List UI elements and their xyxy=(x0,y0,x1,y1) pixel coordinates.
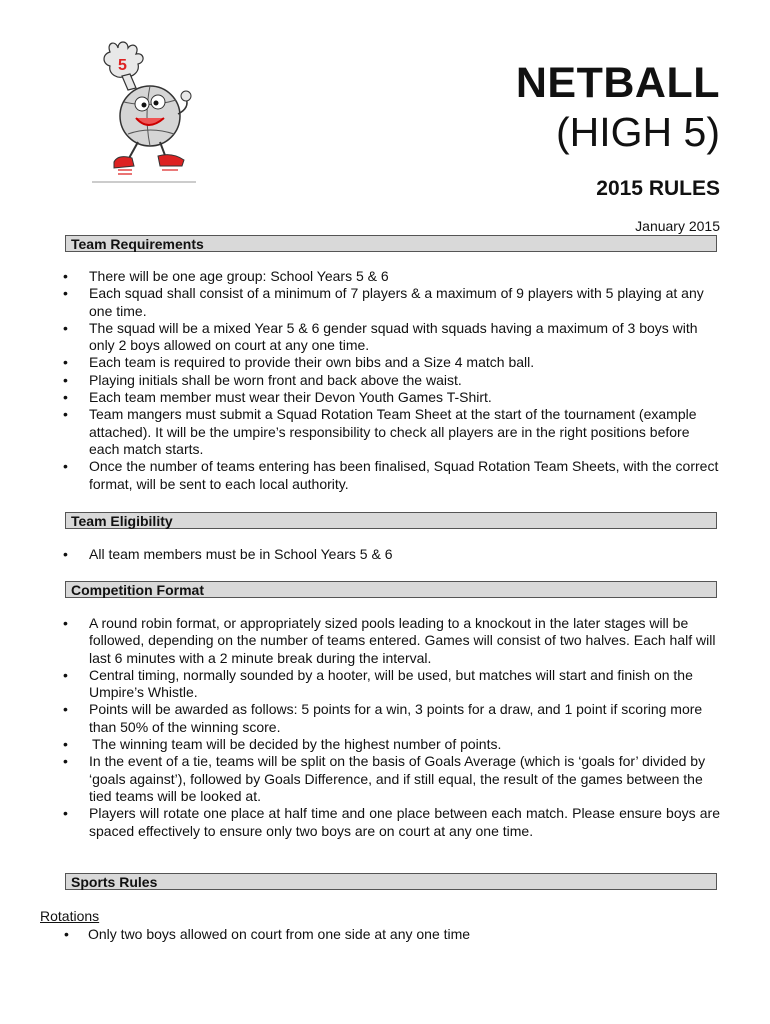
document-subtitle: (HIGH 5) xyxy=(556,109,720,155)
document-date: January 2015 xyxy=(635,218,720,234)
list-item: • All team members must be in School Years 5 & 6 xyxy=(60,546,720,563)
section-title: Team Requirements xyxy=(71,236,204,252)
list-item: • A round robin format, or appropriately sized pools leading to a knockout in the later stages will be followed, depending on the number of teams entered. Games will consist of two halves. Each half will last 6 minutes with a 2 minute break during the interval. xyxy=(60,615,720,667)
competition-format-list xyxy=(60,615,720,840)
list-item: • Playing initials shall be worn front and back above the waist. xyxy=(60,372,720,389)
team-requirements-list xyxy=(60,268,720,493)
document-title: NETBALL xyxy=(515,59,720,107)
section-title: Sports Rules xyxy=(71,874,158,890)
section-header-sports-rules xyxy=(65,873,717,890)
section-title: Team Eligibility xyxy=(71,513,173,529)
list-item: • Once the number of teams entering has been finalised, Squad Rotation Team Sheets, with the correct format, will be sent to each local authority. xyxy=(60,458,720,493)
list-item: • Each team is required to provide their own bibs and a Size 4 match ball. xyxy=(60,354,720,371)
section-title: Competition Format xyxy=(71,582,204,598)
high5-mascot-logo xyxy=(88,38,200,184)
list-item: • Players will rotate one place at half time and one place between each match. Please ensure boys are spaced effectively to ensure only two boys are on court at any one time. xyxy=(60,805,720,840)
list-item: • There will be one age group: School Years 5 & 6 xyxy=(60,268,720,285)
list-item: • The winning team will be decided by the highest number of points. xyxy=(60,736,720,753)
list-item: • Each team member must wear their Devon Youth Games T-Shirt. xyxy=(60,389,720,406)
team-eligibility-list xyxy=(60,546,720,563)
list-item: • In the event of a tie, teams will be split on the basis of Goals Average (which is ‘goals for’ divided by ‘goals against’), followed by Goals Difference, and if still equal, the result of the games between the tied teams will be looked at. xyxy=(60,753,720,805)
logo-number: 5 xyxy=(118,57,127,74)
rotations-list xyxy=(56,926,470,943)
list-item: • Only two boys allowed on court from one side at any one time xyxy=(56,926,470,943)
rules-heading: 2015 RULES xyxy=(596,177,720,200)
list-item: • Central timing, normally sounded by a hooter, will be used, but matches will start and finish on the Umpire’s Whistle. xyxy=(60,667,720,702)
list-item: • Each squad shall consist of a minimum of 7 players & a maximum of 9 players with 5 playing at any one time. xyxy=(60,285,720,320)
section-header-team-eligibility xyxy=(65,512,717,529)
title-block xyxy=(516,58,720,156)
list-item: • Points will be awarded as follows: 5 points for a win, 3 points for a draw, and 1 point if scoring more than 50% of the winning score. xyxy=(60,701,720,736)
rotations-subheading: Rotations xyxy=(40,908,100,924)
section-header-team-requirements xyxy=(65,235,717,252)
section-header-competition-format xyxy=(65,581,717,598)
list-item: • Team mangers must submit a Squad Rotation Team Sheet at the start of the tournament (example attached). It will be the umpire’s responsibility to check all players are in the right positions before each match starts. xyxy=(60,406,720,458)
list-item: • The squad will be a mixed Year 5 & 6 gender squad with squads having a maximum of 3 boys with only 2 boys allowed on court at any one time. xyxy=(60,320,720,355)
